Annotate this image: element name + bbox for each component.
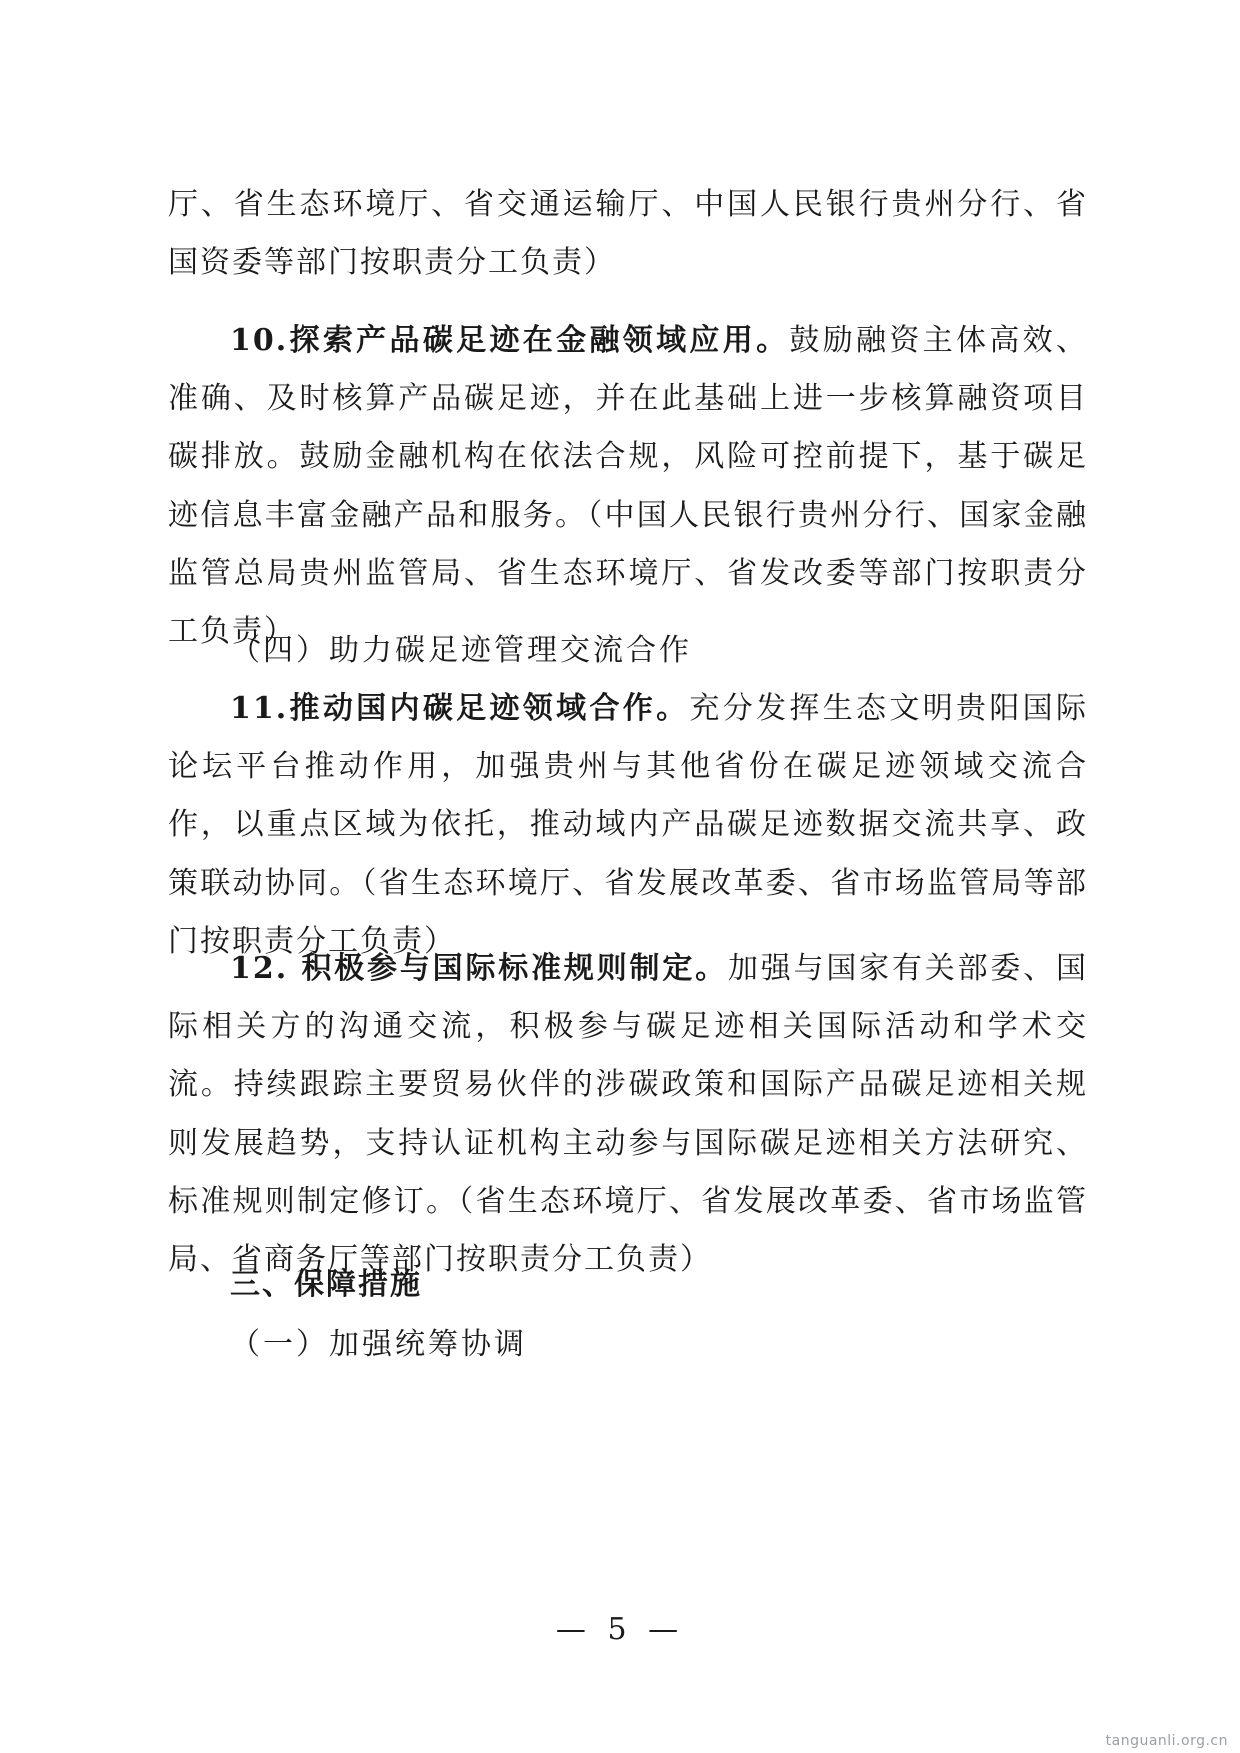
watermark-text: tanguanli.org.cn	[1105, 1733, 1228, 1749]
item-12-body: 加强与国家有关部委、国际相关方的沟通交流，积极参与碳足迹相关国际活动和学术交流。持续跟踪主要贸易伙伴的涉碳政策和国际产品碳足迹相关规则发展趋势，支持认证机构主动参与国际碳足迹相关方法研究、标准规则制定修订。（省生态环境厅、省发展改革委、省市场监管局、省商务厅等部门按职责分工负责）	[168, 951, 1089, 1278]
item-11-title: 11.推动国内碳足迹领域合作。	[230, 691, 690, 726]
item-12-paragraph	[168, 940, 1088, 1289]
item-11-body: 充分发挥生态文明贵阳国际论坛平台推动作用，加强贵州与其他省份在碳足迹领域交流合作，以重点区域为依托，推动域内产品碳足迹数据交流共享、政策联动协同。（省生态环境厅、省发展改革委、省市场监管局等部门按职责分工负责）	[168, 691, 1088, 959]
item-10-paragraph	[168, 312, 1088, 661]
item-10-body: 鼓励融资主体高效、准确、及时核算产品碳足迹，并在此基础上进一步核算融资项目碳排放。鼓励金融机构在依法合规，风险可控前提下，基于碳足迹信息丰富金融产品和服务。（中国人民银行贵州分行、国家金融监管总局贵州监管局、省生态环境厅、省发改委等部门按职责分工负责）	[168, 323, 1088, 650]
subsection-4-heading: （四）助力碳足迹管理交流合作	[230, 633, 692, 668]
item-10-title: 10.探索产品碳足迹在金融领域应用。	[230, 323, 790, 358]
section-3-heading: 三、保障措施	[230, 1267, 422, 1302]
page-number: — 5 —	[555, 1612, 685, 1647]
item-12-title: 12. 积极参与国际标准规则制定。	[230, 951, 728, 986]
subsection-1-heading: （一）加强统筹协调	[230, 1327, 527, 1362]
item-11-paragraph	[168, 680, 1088, 971]
continuation-paragraph: 厅、省生态环境厅、省交通运输厅、中国人民银行贵州分行、省国资委等部门按职责分工负责）	[168, 187, 1088, 281]
